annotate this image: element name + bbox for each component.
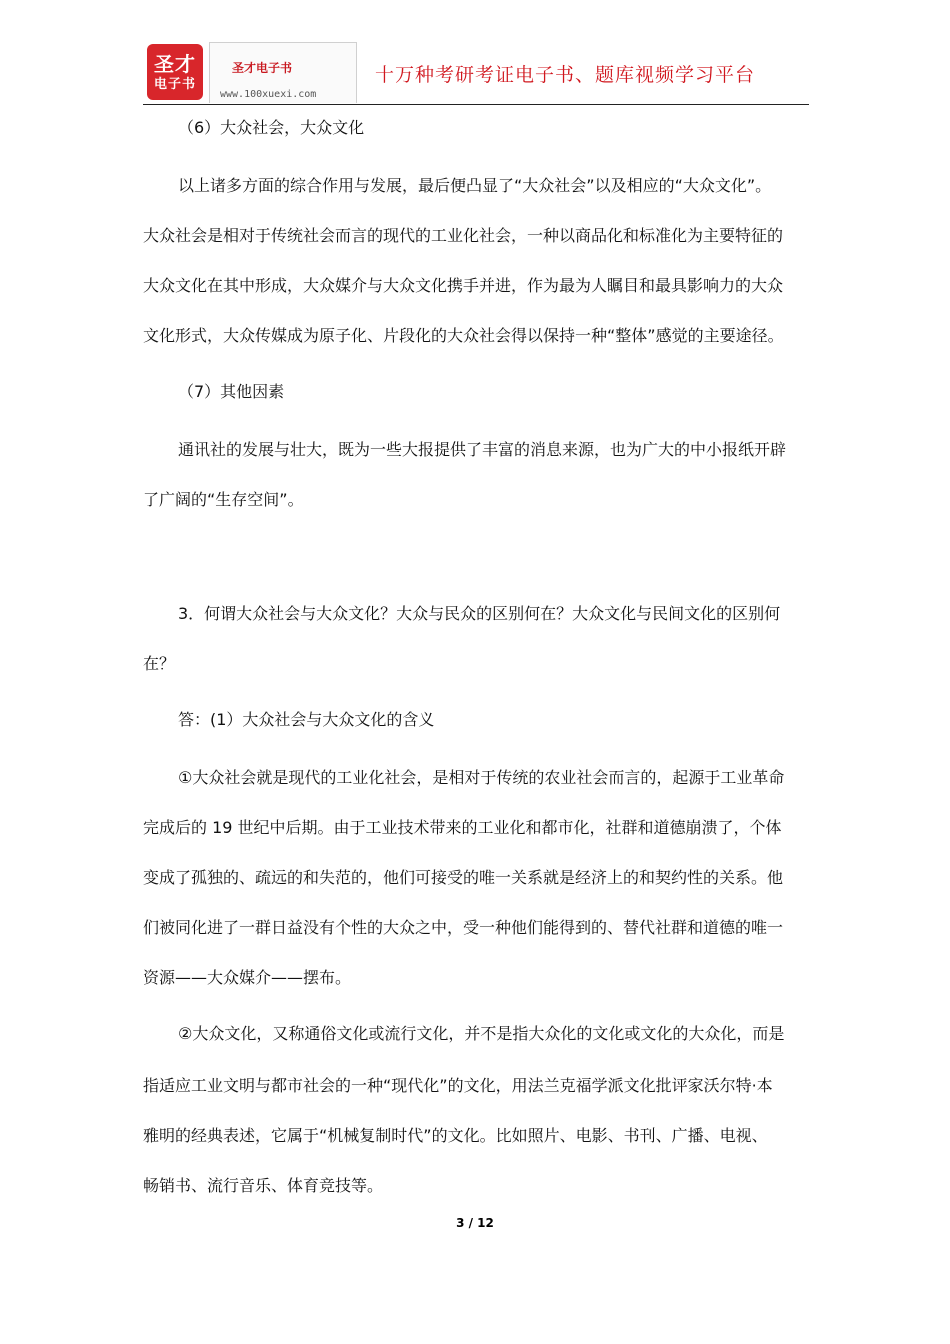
paragraph-line: 以上诸多方面的综合作用与发展，最后便凸显了“大众社会”以及相应的“大众文化”。 bbox=[178, 176, 772, 195]
paragraph-line: 完成后的 19 世纪中后期。由于工业技术带来的工业化和都市化，社群和道德崩溃了，个体 bbox=[143, 818, 782, 837]
paragraph-line: 通讯社的发展与壮大，既为一些大报提供了丰富的消息来源，也为广大的中小报纸开辟 bbox=[178, 440, 787, 459]
answer-heading: 答：(1）大众社会与大众文化的含义 bbox=[178, 710, 435, 729]
brand-logo-icon bbox=[147, 44, 203, 100]
brand-url: www.100xuexi.com bbox=[220, 89, 317, 100]
page-number: 3 / 12 bbox=[456, 1216, 494, 1230]
paragraph-line: 大众文化在其中形成，大众媒介与大众文化携手并进，作为最为人瞩目和最具影响力的大众 bbox=[143, 276, 784, 295]
section-heading: （7）其他因素 bbox=[178, 382, 285, 401]
section-heading: （6）大众社会，大众文化 bbox=[178, 118, 365, 137]
logo-text-bottom: 电子书 bbox=[153, 76, 196, 92]
paragraph-line: 畅销书、流行音乐、体育竞技等。 bbox=[143, 1176, 384, 1195]
question-line: 3．何谓大众社会与大众文化？大众与民众的区别何在？大众文化与民间文化的区别何 bbox=[178, 604, 781, 623]
paragraph-line: 资源——大众媒介——摆布。 bbox=[143, 968, 352, 987]
paragraph-line: ①大众社会就是现代的工业化社会，是相对于传统的农业社会而言的，起源于工业革命 bbox=[178, 768, 785, 787]
header-slogan: 十万种考研考证电子书、题库视频学习平台 bbox=[375, 64, 756, 86]
paragraph-line: 变成了孤独的、疏远的和失范的，他们可接受的唯一关系就是经济上的和契约性的关系。他 bbox=[143, 868, 784, 887]
brand-panel bbox=[209, 42, 357, 103]
page-header bbox=[143, 42, 809, 105]
paragraph-line: 文化形式，大众传媒成为原子化、片段化的大众社会得以保持一种“整体”感觉的主要途径。 bbox=[143, 326, 784, 345]
paragraph-line: 指适应工业文明与都市社会的一种“现代化”的文化，用法兰克福学派文化批评家沃尔特·本 bbox=[143, 1076, 773, 1095]
paragraph-line: 们被同化进了一群日益没有个性的大众之中，受一种他们能得到的、替代社群和道德的唯一 bbox=[143, 918, 784, 937]
paragraph-line: 雅明的经典表述，它属于“机械复制时代”的文化。比如照片、电影、书刊、广播、电视、 bbox=[143, 1126, 768, 1145]
brand-name: 圣才电子书 bbox=[232, 61, 293, 75]
paragraph-line: ②大众文化，又称通俗文化或流行文化，并不是指大众化的文化或文化的大众化，而是 bbox=[178, 1024, 785, 1043]
paragraph-line: 了广阔的“生存空间”。 bbox=[143, 490, 304, 509]
logo-text-top: 圣才 bbox=[154, 51, 196, 76]
paragraph-line: 大众社会是相对于传统社会而言的现代的工业化社会，一种以商品化和标准化为主要特征的 bbox=[143, 226, 784, 245]
question-line: 在？ bbox=[143, 654, 176, 673]
